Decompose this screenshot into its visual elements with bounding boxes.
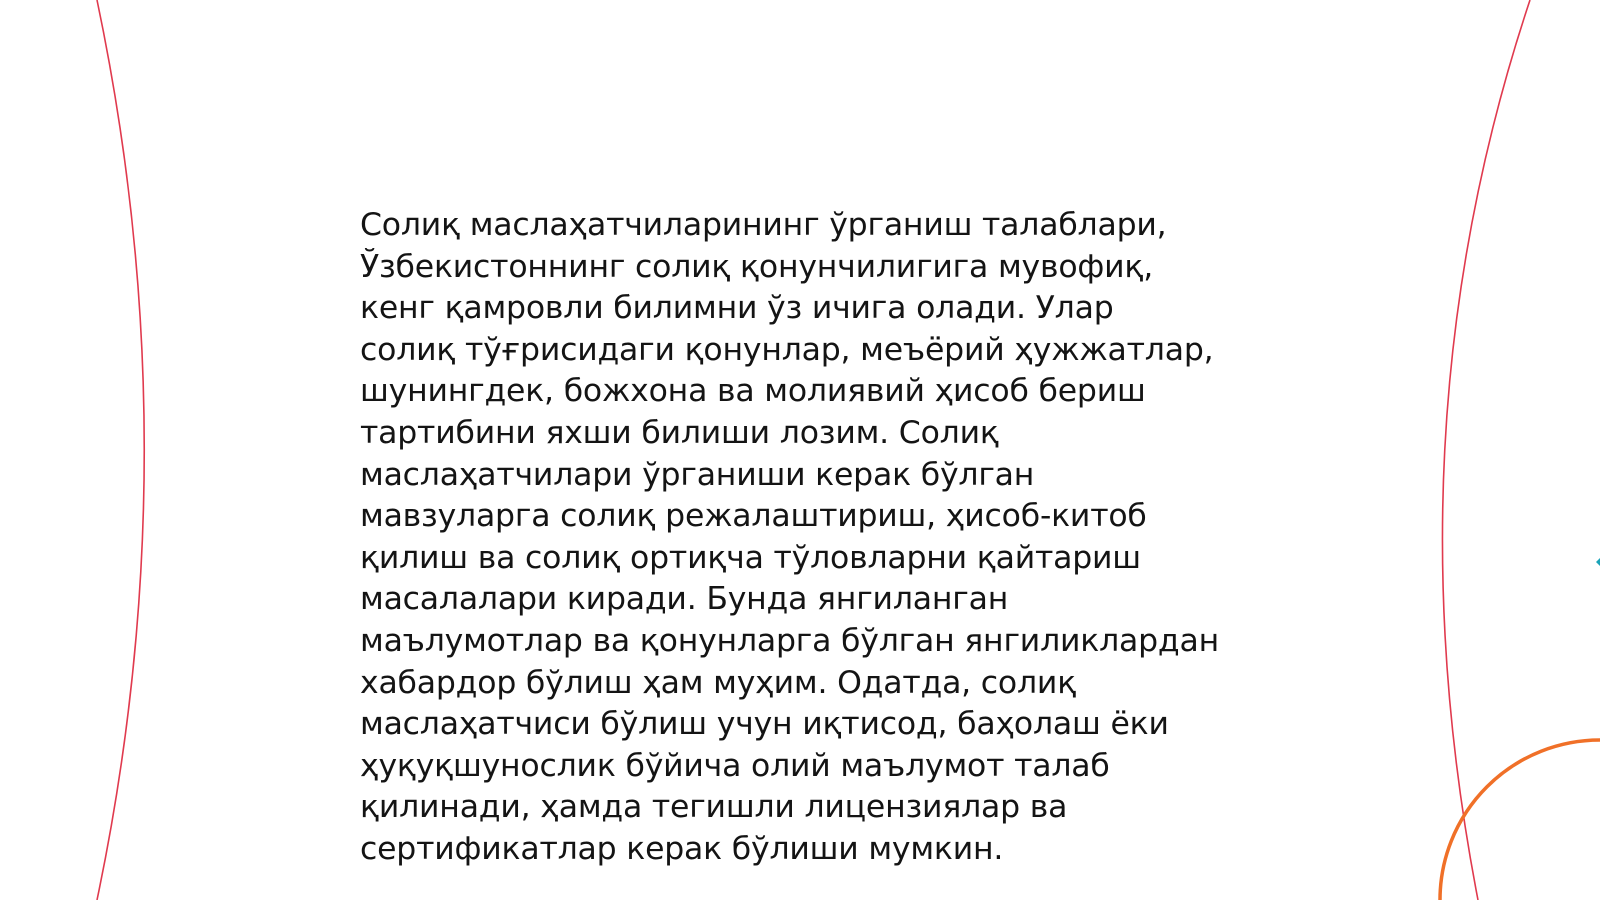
paragraph-line: мавзуларга солиқ режалаштириш, ҳисоб-китоб xyxy=(360,498,1147,535)
teal-accent-mark xyxy=(1596,558,1600,566)
paragraph-line: Ўзбекистоннинг солиқ қонунчилигига мувофиқ, xyxy=(360,248,1154,285)
paragraph-line: хабардор бўлиш ҳам муҳим. Одатда, солиқ xyxy=(360,664,1077,701)
body-paragraph xyxy=(360,205,1260,871)
paragraph-line: маслаҳатчилари ўрганиши керак бўлган xyxy=(360,456,1035,493)
paragraph-line: шунингдек, божхона ва молиявий ҳисоб бериш xyxy=(360,373,1146,410)
paragraph-line: маълумотлар ва қонунларга бўлган янгиликлардан xyxy=(360,622,1220,659)
paragraph-line: солиқ тўғрисидаги қонунлар, меъёрий ҳужжатлар, xyxy=(360,331,1214,368)
paragraph-line: Солиқ маслаҳатчиларининг ўрганиш талаблари, xyxy=(360,207,1167,243)
paragraph-line: маслаҳатчиси бўлиш учун иқтисод, баҳолаш ёки xyxy=(360,706,1169,743)
paragraph-line: ҳуқуқшунослик бўйича олий маълумот талаб xyxy=(360,747,1110,784)
left-curve-line xyxy=(97,0,144,900)
paragraph-line: қилинади, ҳамда тегишли лицензиялар ва xyxy=(360,789,1068,826)
paragraph-line: масалалари киради. Бунда янгиланган xyxy=(360,581,1009,618)
paragraph-line: тартибини яхши билиши лозим. Солиқ xyxy=(360,414,999,451)
paragraph-line: кенг қамровли билимни ўз ичига олади. Улар xyxy=(360,290,1114,327)
paragraph-line: сертификатлар керак бўлиши мумкин. xyxy=(360,830,1004,867)
paragraph-line: қилиш ва солиқ ортиқча тўловларни қайтариш xyxy=(360,539,1141,576)
